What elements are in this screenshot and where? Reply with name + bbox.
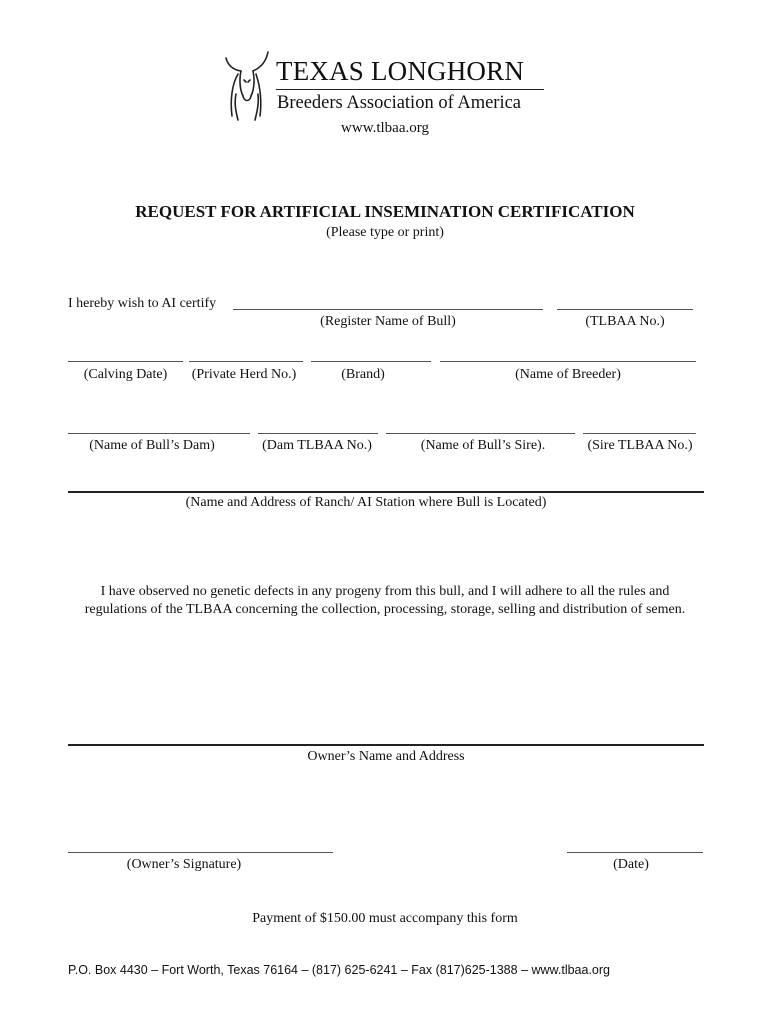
ranch-address-field[interactable] [68,491,704,493]
header-divider [276,89,544,90]
private-herd-field[interactable] [189,361,303,362]
longhorn-bull-icon [222,50,272,122]
dam-name-label: (Name of Bull’s Dam) [89,438,215,453]
date-field[interactable] [567,852,703,853]
owner-signature-label: (Owner’s Signature) [126,857,242,872]
calving-date-label: (Calving Date) [83,367,168,382]
brand-label: (Brand) [341,367,385,382]
calving-date-field[interactable] [68,361,183,362]
owner-name-address-label: Owner’s Name and Address [307,749,465,764]
register-name-field[interactable] [233,309,543,310]
tlbaa-no-field[interactable] [557,309,693,310]
footer-address: P.O. Box 4430 – Fort Worth, Texas 76164 – (817) 625-6241 – Fax (817)625-1388 – www.tlbaa.org [68,963,610,977]
sire-tlbaa-field[interactable] [583,433,696,434]
dam-name-field[interactable] [68,433,250,434]
dam-tlbaa-label: (Dam TLBAA No.) [262,438,372,453]
owner-name-address-field[interactable] [68,744,704,746]
date-label: (Date) [613,857,649,872]
sire-tlbaa-label: (Sire TLBAA No.) [587,438,693,453]
org-subtitle: Breeders Association of America [277,93,522,113]
breeder-field[interactable] [440,361,696,362]
form-subtitle: (Please type or print) [326,225,444,240]
dam-tlbaa-field[interactable] [258,433,378,434]
register-name-label: (Register Name of Bull) [320,314,456,329]
private-herd-label: (Private Herd No.) [191,367,297,382]
sire-name-label: (Name of Bull’s Sire). [420,438,546,453]
sire-name-field[interactable] [386,433,575,434]
breeder-label: (Name of Breeder) [515,367,621,382]
website-link[interactable]: www.tlbaa.org [341,120,429,136]
certification-statement: I have observed no genetic defects in any progeny from this bull, and I will adhere to all the rules and regulations of the TLBAA concerning the collection, processing, storage, selling and distribution of semen. [84,584,686,617]
ranch-address-label: (Name and Address of Ranch/ AI Station where Bull is Located) [185,495,547,510]
org-name: TEXAS LONGHORN [276,56,525,86]
tlbaa-no-label: (TLBAA No.) [585,314,665,329]
payment-note: Payment of $150.00 must accompany this form [252,911,518,926]
brand-field[interactable] [311,361,431,362]
owner-signature-field[interactable] [68,852,333,853]
certify-prompt: I hereby wish to AI certify [68,296,217,311]
form-title: REQUEST FOR ARTIFICIAL INSEMINATION CERTIFICATION [135,202,635,221]
